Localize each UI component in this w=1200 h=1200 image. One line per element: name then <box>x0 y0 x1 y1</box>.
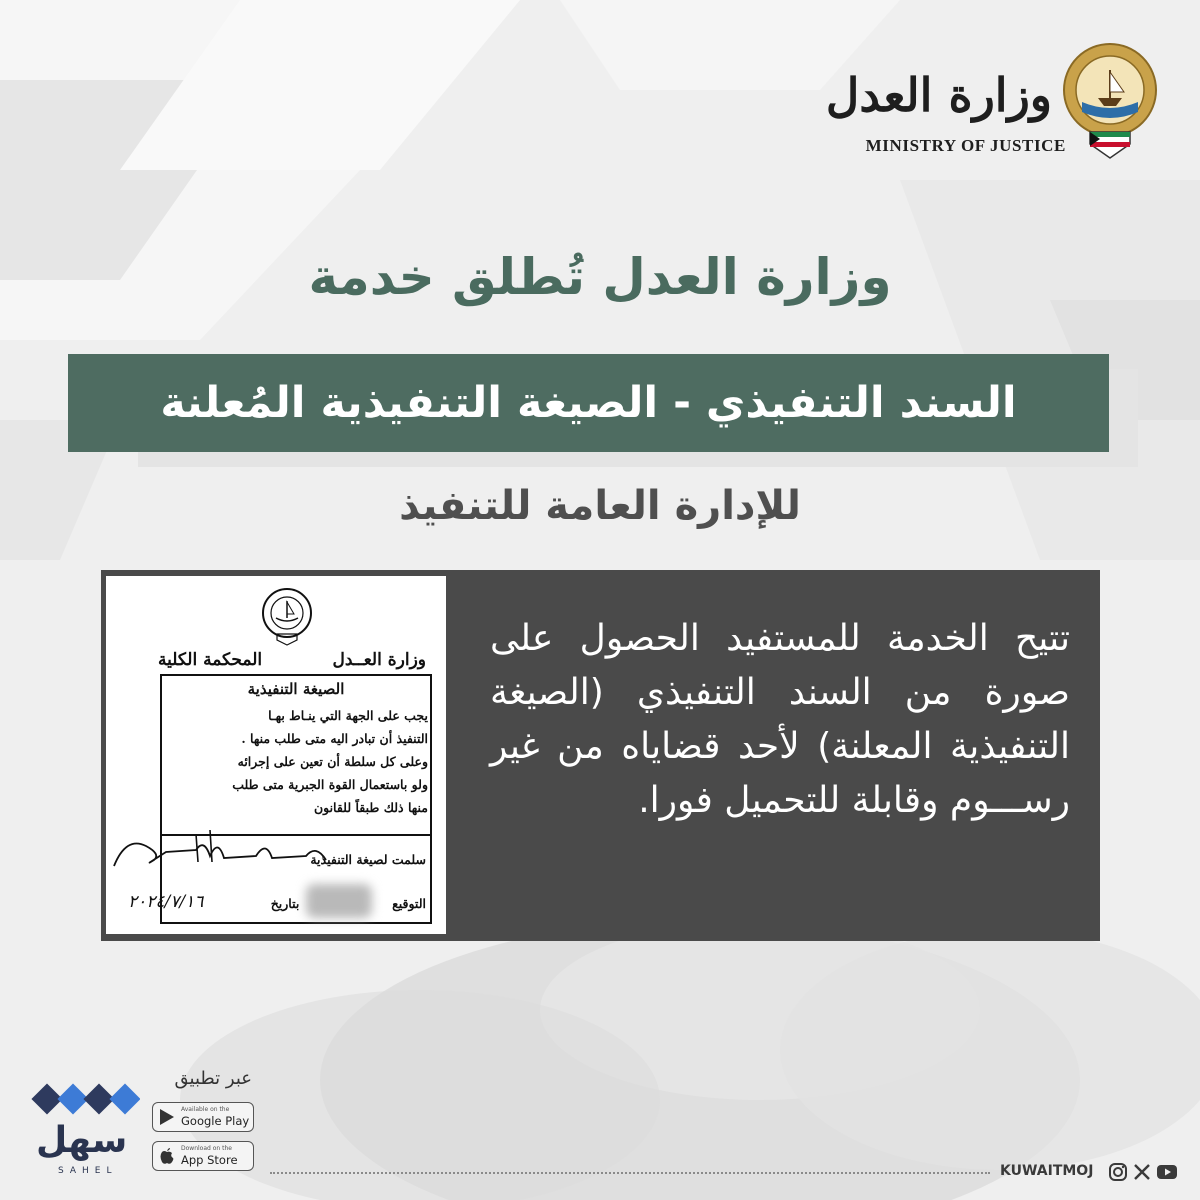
content-box <box>101 570 1100 941</box>
document-body <box>166 704 428 819</box>
service-name: السند التنفيذي - الصيغة التنفيذية المُعلنة <box>160 378 1017 428</box>
app-store-small-text: Download on the <box>181 1145 232 1152</box>
apple-icon <box>159 1147 175 1165</box>
google-play-label: Google Play <box>181 1114 250 1128</box>
document-line: ولو باستعمال القوة الجبرية متى طلب <box>232 777 428 792</box>
headline-title: وزارة العدل تُطلق خدمة <box>308 248 892 306</box>
headline-subtitle: للإدارة العامة للتنفيذ <box>399 483 801 529</box>
document-header-ministry: وزارة العــدل <box>332 650 426 670</box>
handwritten-signature <box>106 816 346 876</box>
document-signature-label: التوقيع <box>392 896 426 911</box>
document-header-court: المحكمة الكلية <box>158 650 263 670</box>
ministry-name-english: MINISTRY OF JUSTICE <box>865 136 1066 155</box>
document-emblem-icon <box>260 586 314 650</box>
redacted-area <box>306 884 372 918</box>
document-line: التنفيذ أن تبادر اليه متى طلب منها . <box>241 731 428 746</box>
youtube-icon[interactable] <box>1156 1162 1178 1182</box>
document-delivered-note: سلمت لصيغة التنفيذية <box>310 852 426 867</box>
app-store-badge[interactable] <box>152 1141 254 1171</box>
service-name-band <box>68 354 1109 452</box>
sahel-latin-wordmark: SAHEL <box>58 1166 118 1176</box>
document-line: وعلى كل سلطة أن تعين على إجرائه <box>237 754 428 769</box>
document-box-title: الصيغة التنفيذية <box>247 680 345 698</box>
google-play-badge[interactable] <box>152 1102 254 1132</box>
document-line: يجب على الجهة التي ينـاط بهـا <box>268 708 428 723</box>
x-icon[interactable] <box>1132 1162 1152 1182</box>
kuwait-emblem-icon <box>1060 40 1160 164</box>
scanned-document <box>106 576 446 934</box>
document-line: منها ذلك طبقاً للقانون <box>313 800 428 815</box>
sahel-wordmark: سهل <box>36 1120 128 1161</box>
document-date-label: بتاريخ <box>270 896 300 911</box>
app-store-label: App Store <box>181 1153 238 1167</box>
google-play-icon <box>159 1108 175 1126</box>
footer-dotted-line <box>270 1172 990 1174</box>
google-play-small-text: Available on the <box>181 1106 230 1113</box>
via-app-label: عبر تطبيق <box>174 1068 252 1089</box>
ministry-name-arabic: وزارة العدل <box>825 68 1052 122</box>
document-date: ٢٠٢٤/٧/١٦ <box>128 892 204 912</box>
instagram-icon[interactable] <box>1108 1162 1128 1182</box>
social-handle[interactable]: KUWAITMOJ <box>1000 1163 1094 1179</box>
service-description: تتيح الخدمة للمستفيد الحصول على صورة من السند التنفيذي (الصيغة التنفيذية المعلنة) لأحد قضاياه من غير رســـوم وقابلة للتحميل فورا. <box>490 618 1070 821</box>
